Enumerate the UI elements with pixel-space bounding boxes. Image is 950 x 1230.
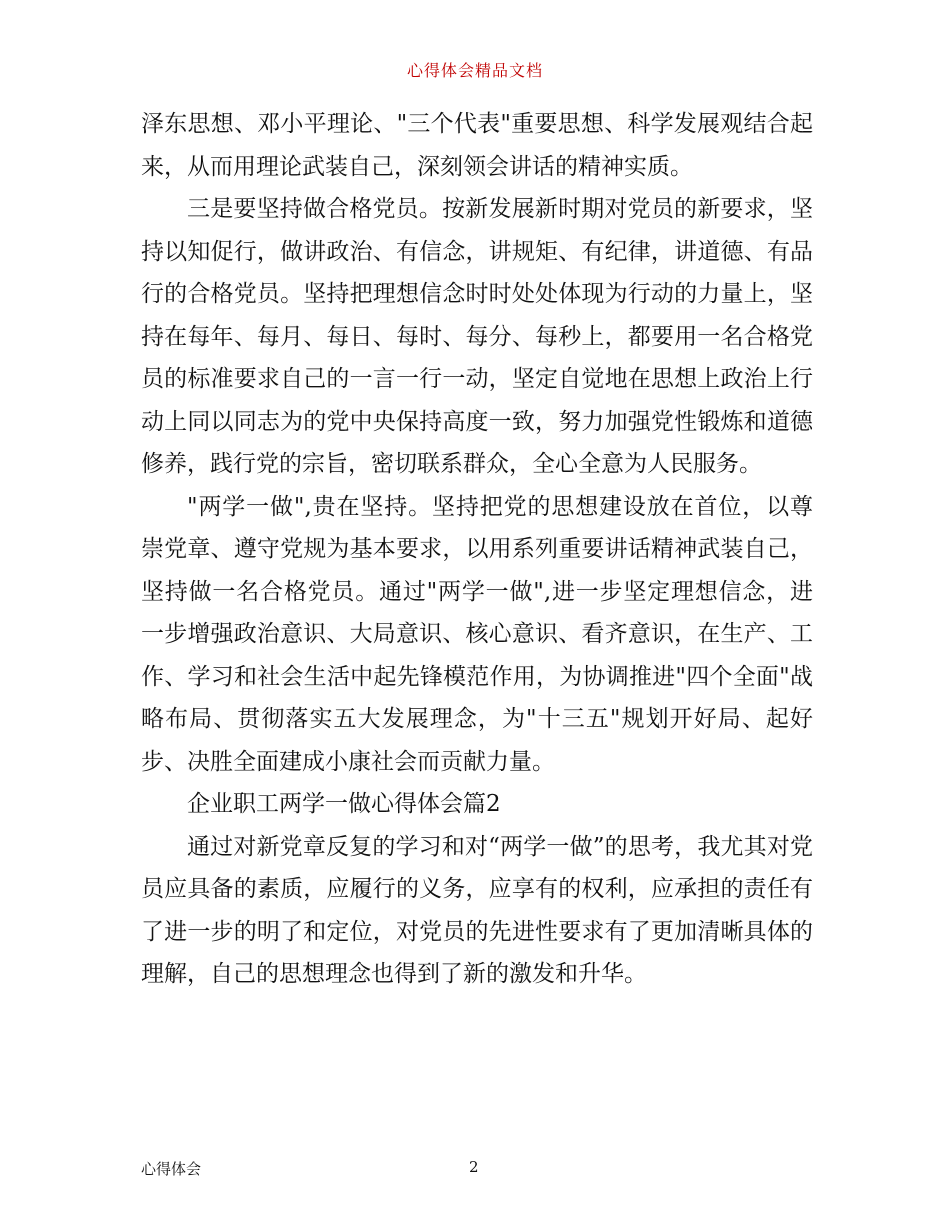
section-heading: 企业职工两学一做心得体会篇2 [187, 791, 501, 817]
document-body [141, 103, 813, 996]
paragraph-4: 通过对新党章反复的学习和对“两学一做”的思考，我尤其对党员应具备的素质，应履行的义务，应享有的权利，应承担的责任有了进一步的明了和定位，对党员的先进性要求有了更加清晰具体的理解，自己的思想理念也得到了新的激发和升华。 [141, 833, 813, 987]
page-footer-label: 心得体会 [141, 1160, 202, 1178]
page-number: 2 [469, 1158, 479, 1176]
paragraph-3: "两学一做",贵在坚持。坚持把党的思想建设放在首位，以尊崇党章、遵守党规为基本要求，以用系列重要讲话精神武装自己，坚持做一名合格党员。通过"两学一做",进一步坚定理想信念，进一步增强政治意识、大局意识、核心意识、看齐意识，在生产、工作、学习和社会生活中起先锋模范作用，为协调推进"四个全面"战略布局、贯彻落实五大发展理念，为"十三五"规划开好局、起好步、决胜全面建成小康社会而贡献力量。 [141, 493, 813, 775]
paragraph-2: 三是要坚持做合格党员。按新发展新时期对党员的新要求，坚持以知促行，做讲政治、有信念，讲规矩、有纪律，讲道德、有品行的合格党员。坚持把理想信念时时处处体现为行动的力量上，坚持在每年、每月、每日、每时、每分、每秒上，都要用一名合格党员的标准要求自己的一言一行一动，坚定自觉地在思想上政治上行动上同以同志为的党中央保持高度一致，努力加强党性锻炼和道德修养，践行党的宗旨，密切联系群众，全心全意为人民服务。 [141, 196, 813, 477]
paragraph-1: 泽东思想、邓小平理论、"三个代表"重要思想、科学发展观结合起来，从而用理论武装自己，深刻领会讲话的精神实质。 [141, 111, 813, 180]
page-header-title: 心得体会精品文档 [406, 61, 543, 80]
